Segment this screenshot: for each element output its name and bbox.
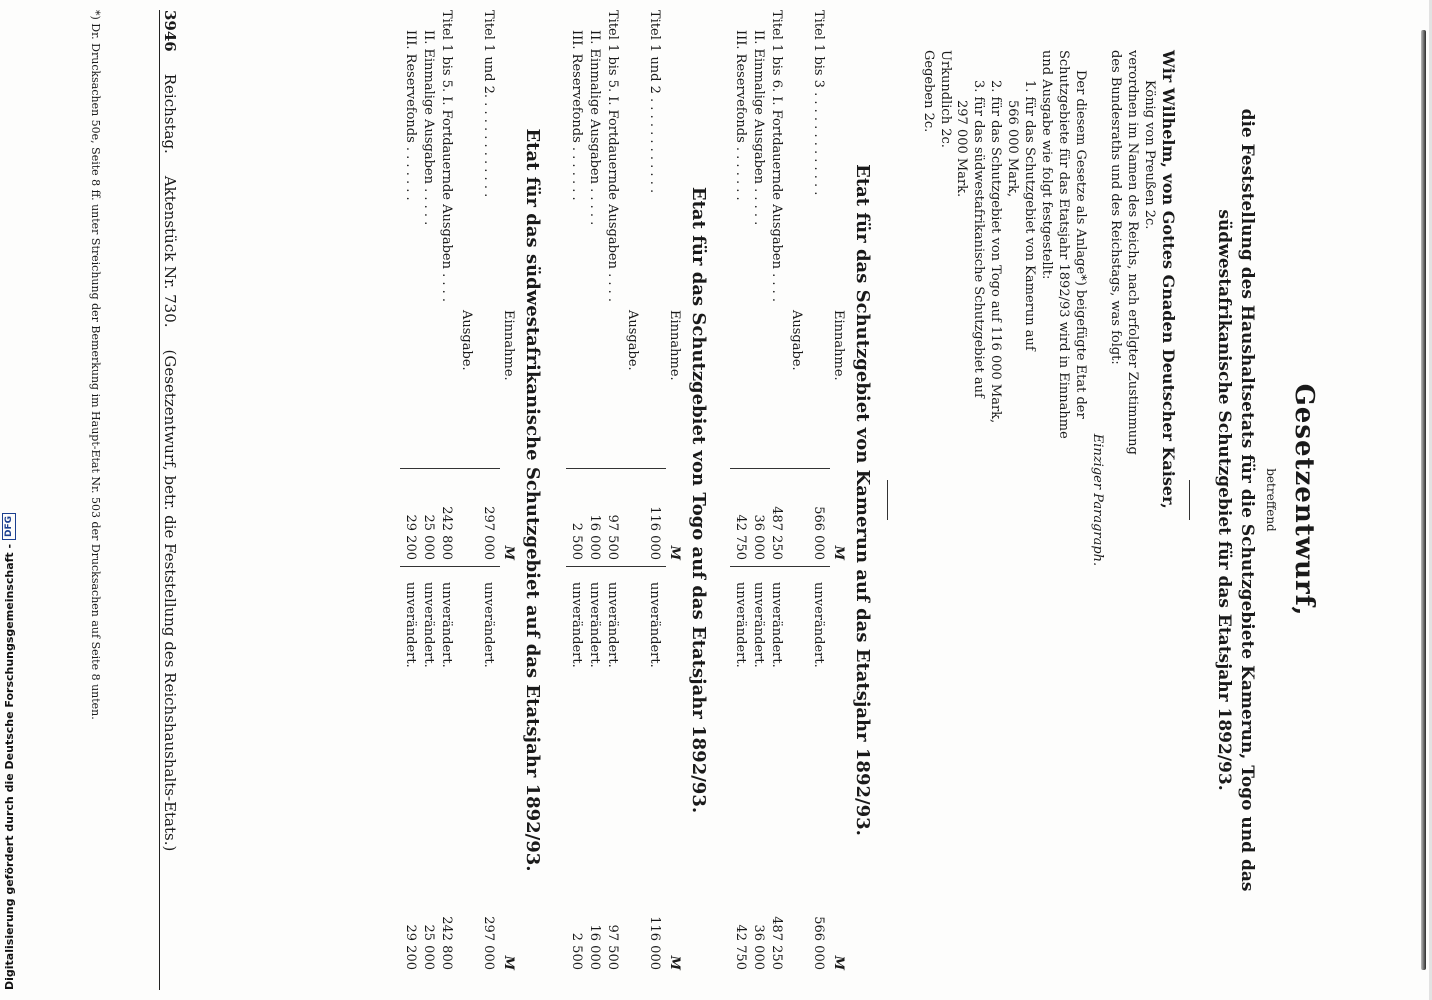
row-remark: unverändert. bbox=[605, 582, 620, 668]
unit-mark: M bbox=[667, 955, 682, 970]
expense-heading: Ausgabe. bbox=[459, 310, 474, 371]
preamble-line-1: Wir Wilhelm, von Gottes Gnaden Deutscher Kaiser, bbox=[1159, 50, 1178, 509]
row-total: 36 000 bbox=[751, 924, 766, 970]
table-row bbox=[584, 10, 602, 990]
income-heading: Einnahme. bbox=[667, 310, 682, 381]
unit-row bbox=[664, 10, 682, 990]
etat-title-kamerun: Etat für das Schutzgebiet von Kamerun auf das Etatsjahr 1892/93. bbox=[852, 164, 873, 836]
row-remark: unverändert. bbox=[751, 582, 766, 668]
table-row bbox=[730, 10, 748, 990]
table-row bbox=[436, 10, 454, 990]
paragraph-line-6: 2. für das Schutzgebiet von Togo auf 116 000 Mark, bbox=[988, 80, 1004, 424]
row-label: Titel 1 und 2. . . . . . . . . . . . . bbox=[481, 10, 496, 198]
expense-heading-row bbox=[786, 10, 804, 990]
row-amount: 42 750 bbox=[733, 514, 748, 560]
closing-line-2: Gegeben 2c. bbox=[920, 50, 936, 133]
column-rule bbox=[400, 468, 500, 469]
dfg-logo: DFG bbox=[2, 513, 16, 540]
unit-row bbox=[498, 10, 516, 990]
paragraph-line-1: Der diesem Gesetze als Anlage*) beigefügte Etat der bbox=[1072, 70, 1088, 419]
row-label: II. Einmalige Ausgaben . . . . . bbox=[751, 30, 766, 226]
row-label: III. Reservefonds . . . . . . . bbox=[733, 30, 748, 201]
row-amount: 566 000 bbox=[811, 506, 826, 560]
document-title: Gesetzentwurf, bbox=[1289, 383, 1319, 617]
row-amount: 36 000 bbox=[751, 514, 766, 560]
document-number: Aktenstück Nr. 730. bbox=[161, 175, 180, 328]
row-amount: 116 000 bbox=[647, 506, 662, 560]
row-amount: 297 000 bbox=[481, 506, 496, 560]
row-label: Titel 1 und 2 . . . . . . . . . . . . bbox=[647, 10, 662, 194]
row-remark: unverändert. bbox=[481, 582, 496, 668]
row-remark: unverändert. bbox=[733, 582, 748, 668]
row-amount: 487 250 bbox=[769, 506, 784, 560]
table-row bbox=[400, 10, 418, 990]
dfg-notice-text: Digitalisierung gefördert durch die Deutsche Forschungsgemeinschaft - bbox=[2, 543, 16, 990]
row-remark: unverändert. bbox=[403, 582, 418, 668]
running-header bbox=[159, 10, 190, 990]
row-total: 487 250 bbox=[769, 916, 784, 970]
preamble-line-3: verordnen im Namen des Reichs, nach erfolgter Zustimmung bbox=[1125, 50, 1141, 455]
rotated-document bbox=[70, 10, 1370, 990]
expense-heading: Ausgabe. bbox=[625, 310, 640, 371]
row-total: 29 200 bbox=[403, 924, 418, 970]
row-label: Titel 1 bis 6. I. Fortdauernde Ausgaben . . . . bbox=[769, 10, 784, 303]
expense-heading-row bbox=[456, 10, 474, 990]
table-row bbox=[602, 10, 620, 990]
separator-rule bbox=[1189, 480, 1190, 520]
paragraph-line-4: 1. für das Schutzgebiet von Kamerun auf bbox=[1021, 80, 1037, 351]
paragraph-line-2: Schutzgebiete für das Etatsjahr 1892/93 wird in Einnahme bbox=[1055, 50, 1071, 439]
row-total: 25 000 bbox=[421, 924, 436, 970]
row-remark: unverändert. bbox=[647, 582, 662, 668]
preamble-line-4: des Bundesraths und des Reichstags, was folgt: bbox=[1108, 50, 1124, 365]
column-rule bbox=[566, 468, 666, 469]
expense-heading: Ausgabe. bbox=[789, 310, 804, 371]
preamble-line-2: König von Preußen 2c. bbox=[1142, 80, 1158, 230]
row-remark: unverändert. bbox=[811, 582, 826, 668]
session-label: Reichstag. bbox=[161, 73, 180, 154]
unit-mark: M bbox=[501, 955, 516, 970]
row-total: 16 000 bbox=[587, 924, 602, 970]
income-heading: Einnahme. bbox=[501, 310, 516, 381]
row-amount: 25 000 bbox=[421, 514, 436, 560]
column-rule bbox=[400, 566, 500, 567]
paragraph-line-3: und Ausgabe wie folgt festgestellt: bbox=[1038, 50, 1054, 280]
dfg-notice bbox=[2, 513, 16, 990]
preamble bbox=[919, 50, 1178, 950]
row-label: III. Reservefonds . . . . . . . bbox=[403, 30, 418, 201]
unit-mark: M bbox=[667, 545, 682, 560]
closing-line-1: Urkundlich 2c. bbox=[937, 50, 953, 148]
table-row bbox=[418, 10, 436, 990]
lead-text: die Feststellung des Haushaltsetats für die Schutzgebiete Kamerun, Togo und das südwestafrikanische Schutzgebiet für das Etatsjahr 1892/93. bbox=[1214, 108, 1257, 892]
table-row bbox=[748, 10, 766, 990]
row-amount: 2 500 bbox=[569, 522, 584, 560]
unit-row bbox=[828, 10, 846, 990]
etat-title-suedwestafrika: Etat für das südwestafrikanische Schutzgebiet auf das Etatsjahr 1892/93. bbox=[522, 128, 543, 872]
row-total: 2 500 bbox=[569, 932, 584, 970]
paragraph-line-7: 3. für das südwestafrikanische Schutzgebiet auf bbox=[971, 80, 987, 398]
table-row bbox=[644, 10, 662, 990]
row-remark: unverändert. bbox=[587, 582, 602, 668]
document-subtitle: betreffend bbox=[1264, 468, 1278, 532]
column-rule bbox=[566, 566, 666, 567]
column-rule bbox=[730, 468, 830, 469]
unit-mark: M bbox=[831, 955, 846, 970]
row-label: Titel 1 bis 3 . . . . . . . . . . . . . bbox=[811, 10, 826, 196]
row-remark: unverändert. bbox=[439, 582, 454, 668]
income-heading: Einnahme. bbox=[831, 310, 846, 381]
table-row bbox=[566, 10, 584, 990]
row-amount: 16 000 bbox=[587, 514, 602, 560]
row-label: II. Einmalige Ausgaben . . . . . bbox=[421, 30, 436, 226]
paragraph-line-8: 297 000 Mark. bbox=[954, 100, 970, 198]
row-label: III. Reservefonds . . . . . . . bbox=[569, 30, 584, 201]
expense-heading-row bbox=[622, 10, 640, 990]
footnote: *) Dr. Drucksachen 50e, Seite 8 ff. unter Streichung der Bemerkung im Haupt-Etat Nr. 503 der Drucksachen auf Seite 8 unten. bbox=[89, 10, 102, 720]
row-label: II. Einmalige Ausgaben . . . . . bbox=[587, 30, 602, 226]
separator-rule bbox=[887, 480, 888, 520]
row-remark: unverändert. bbox=[569, 582, 584, 668]
row-amount: 97 500 bbox=[605, 514, 620, 560]
table-row bbox=[478, 10, 496, 990]
row-total: 242 800 bbox=[439, 916, 454, 970]
table-row bbox=[766, 10, 784, 990]
row-remark: unverändert. bbox=[421, 582, 436, 668]
paragraph-heading: Einziger Paragraph. bbox=[1089, 433, 1105, 567]
column-rule bbox=[730, 566, 830, 567]
scan-shadow-edge bbox=[1421, 30, 1426, 970]
row-remark: unverändert. bbox=[769, 582, 784, 668]
row-label: Titel 1 bis 5. I. Fortdauernde Ausgaben . . . . bbox=[605, 10, 620, 303]
paragraph-line-5: 566 000 Mark, bbox=[1005, 100, 1021, 198]
row-amount: 242 800 bbox=[439, 506, 454, 560]
row-total: 116 000 bbox=[647, 916, 662, 970]
table-row bbox=[808, 10, 826, 990]
row-total: 566 000 bbox=[811, 916, 826, 970]
etat-title-togo: Etat für das Schutzgebiet von Togo auf das Etatsjahr 1892/93. bbox=[688, 186, 709, 814]
unit-mark: M bbox=[501, 545, 516, 560]
row-total: 42 750 bbox=[733, 924, 748, 970]
row-total: 297 000 bbox=[481, 916, 496, 970]
header-topic: (Gesetzentwurf, betr. die Feststellung des Reichshaushalts-Etats.) bbox=[161, 349, 180, 852]
row-label: Titel 1 bis 5. I. Fortdauernde Ausgaben . . . . bbox=[439, 10, 454, 303]
page-number: 3946 bbox=[161, 10, 180, 52]
row-total: 97 500 bbox=[605, 924, 620, 970]
row-amount: 29 200 bbox=[403, 514, 418, 560]
unit-mark: M bbox=[831, 545, 846, 560]
